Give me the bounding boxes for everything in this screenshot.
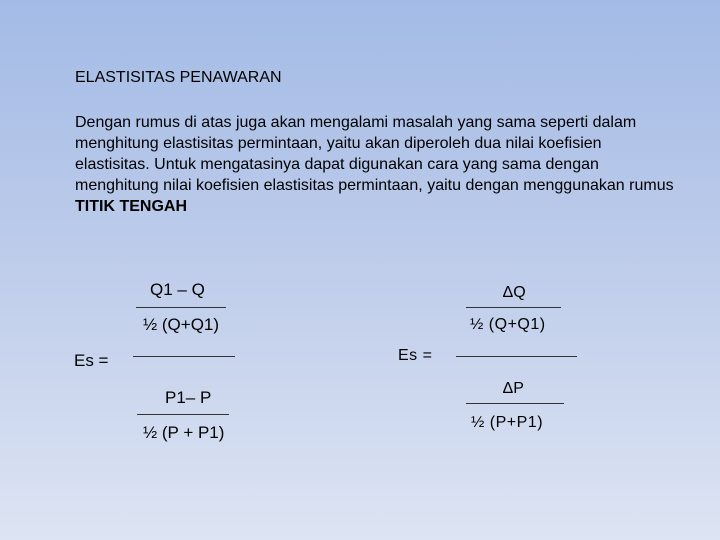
body-paragraph — [75, 112, 675, 217]
right-denominator-bottom: ½ (P+P1) — [471, 414, 544, 431]
left-numerator-top: Q1 – Q — [150, 280, 205, 299]
right-numerator-bottom: ½ (Q+Q1) — [470, 316, 546, 333]
left-denominator-bottom: ½ (P + P1) — [143, 423, 225, 442]
left-numerator-fraction-bar — [136, 307, 226, 308]
right-lhs: Es = — [398, 347, 433, 364]
right-numerator-fraction-bar — [466, 307, 561, 308]
left-main-fraction-bar — [133, 356, 235, 357]
right-denominator-fraction-bar — [466, 403, 564, 404]
paragraph-text: Dengan rumus di atas juga akan mengalami masalah yang sama seperti dalam menghitung elastisitas permintaan, yaitu akan diperoleh dua nilai koefisien elastisitas. Untuk mengatasinya dapat digunakan cara yang sama dengan menghitung nilai koefisien elastisitas permintaan, yaitu dengan menggunakan rumus — [75, 114, 674, 194]
right-main-fraction-bar — [456, 356, 577, 357]
paragraph-emphasis: TITIK TENGAH — [75, 198, 187, 215]
right-denominator-top: ∆P — [503, 380, 525, 397]
left-lhs: Es = — [74, 351, 109, 370]
left-denominator-top: P1– P — [165, 388, 212, 407]
left-numerator-bottom: ½ (Q+Q1) — [143, 315, 220, 334]
left-denominator-fraction-bar — [137, 414, 229, 415]
slide-title: ELASTISITAS PENAWARAN — [75, 69, 282, 86]
right-numerator-top: ∆Q — [503, 284, 527, 301]
